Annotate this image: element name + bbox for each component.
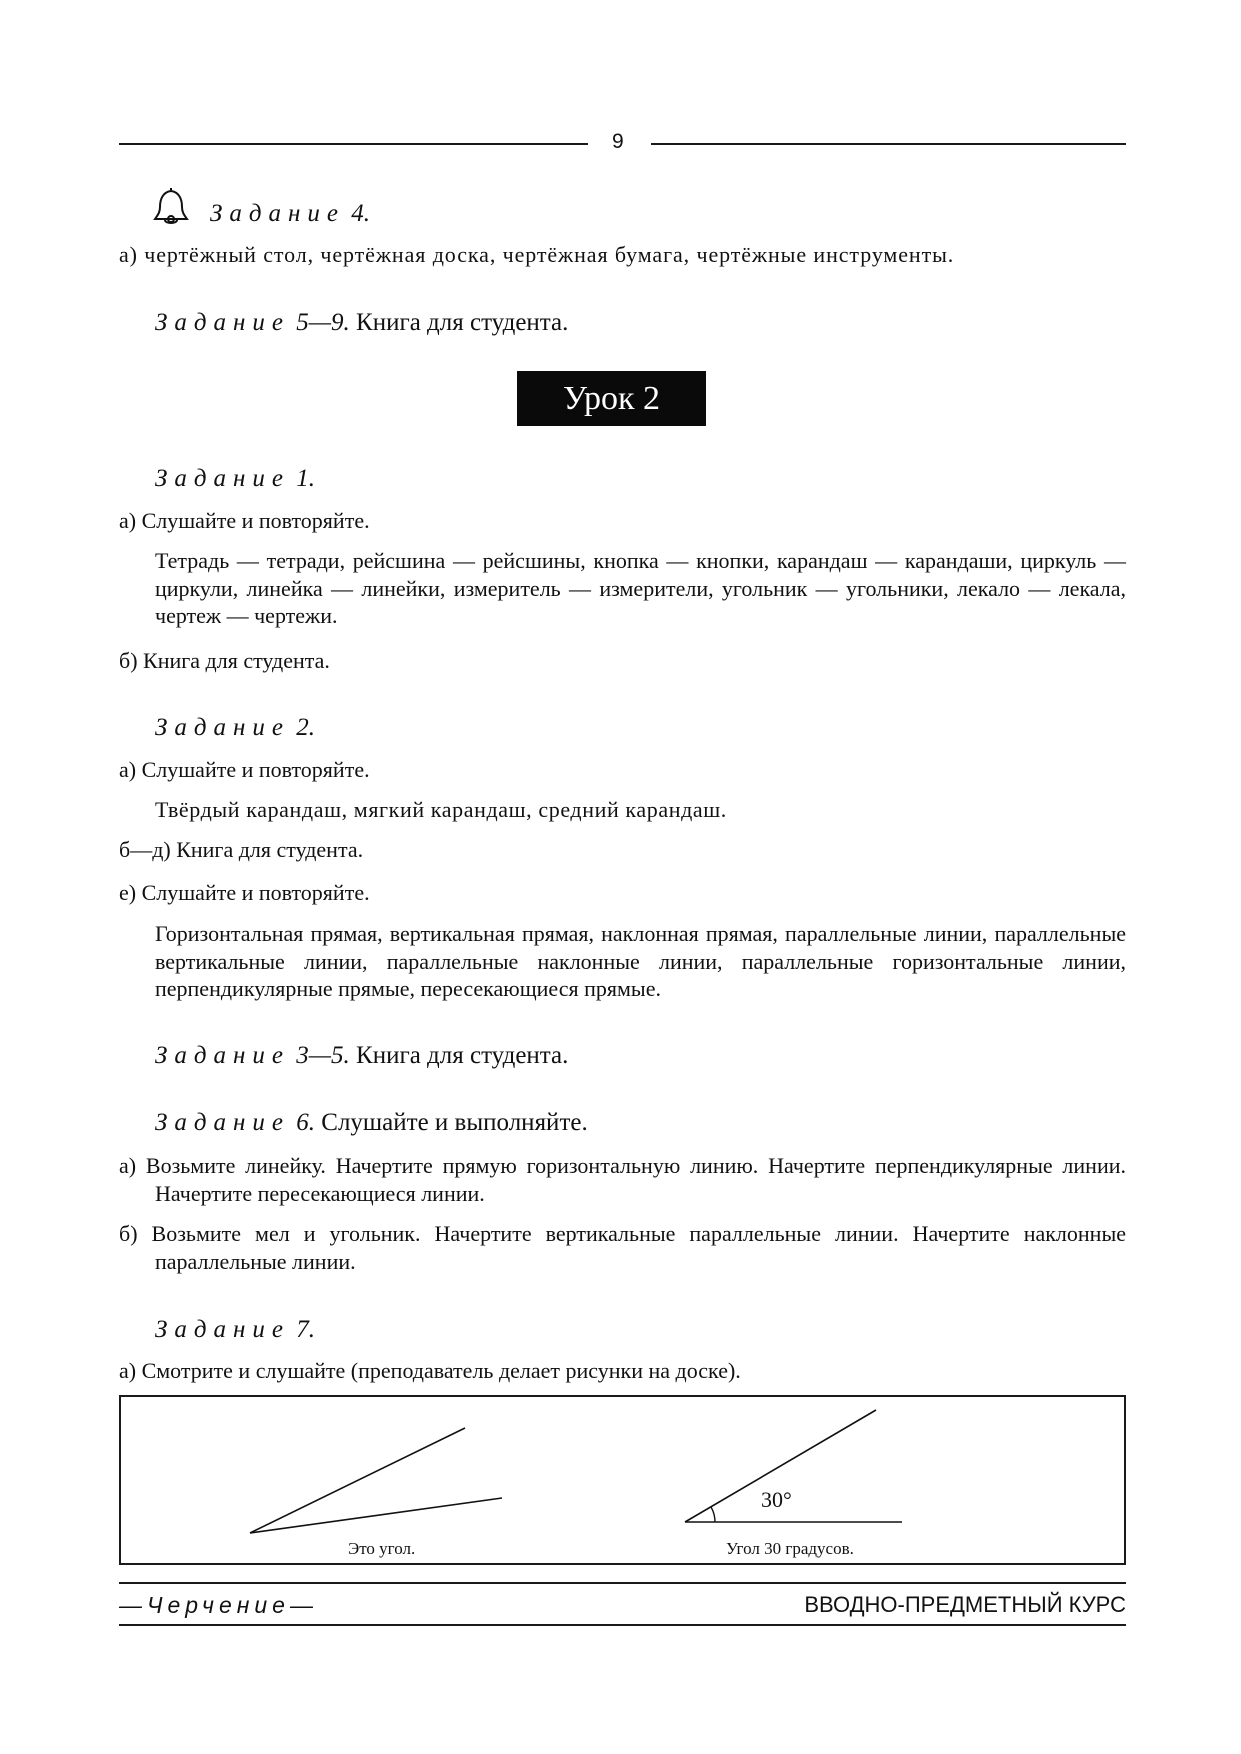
task4-title-word: Задание [210,200,346,227]
task3-5-title-num: 3—5. [296,1042,350,1069]
task7-item-a: а) Смотрите и слушайте (преподаватель делает рисунки на доске). [119,1358,741,1383]
task2-item-b-d: б—д) Книга для студента. [119,837,364,862]
task2-title [155,714,315,742]
caption-angle: Это угол. [348,1539,416,1558]
task6-title [155,1109,588,1137]
task2-words-a: Твёрдый карандаш, мягкий карандаш, средний карандаш. [155,797,727,822]
angle-ray-lower [250,1498,502,1533]
angle-label: 30° [761,1487,792,1512]
task1-title-num: 1. [296,465,316,492]
task6-title-word: Задание [155,1109,291,1136]
task7-title-num: 7. [296,1316,316,1343]
figure-box [119,1395,1126,1565]
task2-title-num: 2. [296,714,316,741]
page-number: 9 [612,130,624,153]
lesson-heading: Урок 2 [517,371,706,426]
task6-item-b: б) Возьмите мел и угольник. Начертите вертикальные параллельные линии. Начертите наклонные параллельные линии. [119,1221,1126,1274]
task7-title [155,1316,315,1344]
bell-icon [151,185,191,227]
task2-item-e: е) Слушайте и повторяйте. [119,880,370,905]
task3-5-title-word: Задание [155,1042,291,1069]
task3-5-title [155,1042,568,1070]
task6-title-num: 6. [296,1109,316,1136]
task6-title-rest: Слушайте и выполняйте. [315,1109,588,1136]
header-rule-left [119,143,588,145]
task1-item-b: б) Книга для студента. [119,648,330,673]
caption-angle-30: Угол 30 градусов. [726,1539,854,1558]
footer-rule-top [119,1582,1126,1584]
task1-words: Тетрадь — тетради, рейсшина — рейсшины, кнопка — кнопки, карандаш — карандаши, циркуль — циркули, линейка — линейки, измеритель — измерители, угольник — угольники, лекало — лекала, чертеж — чертежи. [155,548,1126,628]
task7-title-word: Задание [155,1316,291,1343]
task2-item-a: а) Слушайте и повторяйте. [119,757,370,782]
task5-9-title-num: 5—9. [296,309,350,336]
task4-title [210,200,370,228]
task3-5-title-rest: Книга для студента. [349,1042,569,1069]
angle-ray-upper [250,1428,465,1533]
task2-words-e: Горизонтальная прямая, вертикальная прямая, наклонная прямая, параллельные линии, параллельные вертикальные линии, параллельные наклонные линии, параллельные горизонтальные линии, перпендикулярные прямые, пересекающиеся прямые. [155,921,1126,1001]
angle-figures [121,1397,1124,1563]
task2-title-word: Задание [155,714,291,741]
task1-item-a: а) Слушайте и повторяйте. [119,508,370,533]
task5-9-title-rest: Книга для студента. [349,309,569,336]
task6-item-a: а) Возьмите линейку. Начертите прямую горизонтальную линию. Начертите перпендикулярные линии. Начертите пересекающиеся линии. [119,1153,1126,1206]
footer-course: ВВОДНО-ПРЕДМЕТНЫЙ КУРС [804,1592,1126,1617]
task5-9-title-word: Задание [155,309,291,336]
task1-title [155,465,315,493]
task1-title-word: Задание [155,465,291,492]
task4-item-a: а) чертёжный стол, чертёжная доска, чертёжная бумага, чертёжные инструменты. [119,242,955,267]
header-rule-right [651,143,1126,145]
footer-subject: —Черчение— [119,1592,318,1618]
footer-rule-bottom [119,1624,1126,1626]
angle30-arc [711,1507,715,1522]
task5-9-title [155,309,568,337]
task4-title-num: 4. [351,200,371,227]
